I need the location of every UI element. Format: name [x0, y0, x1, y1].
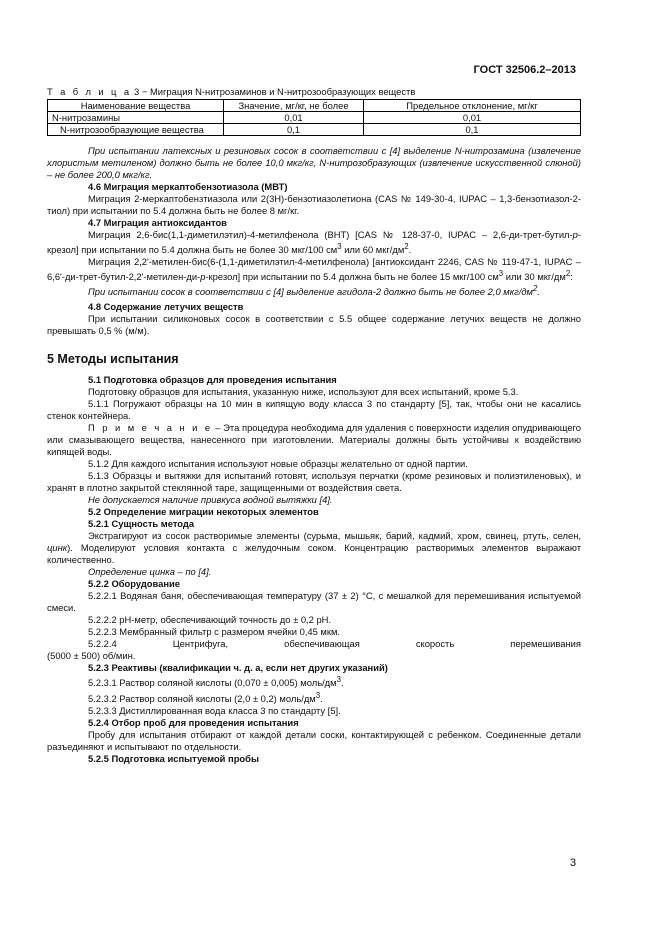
paragraph: Миграция 2,2'-метилен-бис(6-(1,1-диметилэтил-4-метилфенола) [антиоксидант 2246, CAS № 119-47-1, IUPAC – 6,6'-ди-трет-бутил-2,2'-метилен-ди-p-крезол] при испытании по 5.4 должна быть не более 15 мкг/100 $см^3$ или 30 мкг/$дм^2$: — [47, 256, 581, 283]
paragraph: Подготовку образцов для испытания, указанную ниже, используют для всех испытаний, кроме 5.3. — [88, 386, 519, 398]
table-cell: 0,01 — [224, 112, 364, 124]
note: П р и м е ч а н и е – Эта процедура необходима для удаления с поверхности изделия опудривающего или смазывающего вещества, нанесенного при изготовлении. Материалы должны быть устойчивы к воздействию кипящей воды. — [47, 422, 581, 458]
paragraph: При испытании сосок в соответствии с [4] выделение агидола-2 должно быть не более 2,0 мкг/$дм^2$. — [88, 284, 540, 298]
paragraph: Пробу для испытания отбирают от каждой детали соски, контактирующей с ребенком. Соединенные детали разъединяют и испытывают по отдельности. — [47, 728, 581, 752]
section-heading: 5.2 Определение миграции некоторых элементов — [88, 506, 319, 518]
paragraph: 5.2.2.2 pH-метр, обеспечивающий точность до ± 0,2 pH. — [88, 614, 332, 626]
paragraph: 5.2.3.1 Раствор соляной кислоты (0,070 ± 0,005) моль/$дм^3$. — [88, 675, 344, 689]
paragraph: 5.1.2 Для каждого испытания используют новые образцы желательно от одной партии. — [88, 458, 468, 470]
table-row — [48, 124, 581, 136]
document-body — [47, 86, 581, 765]
table-header-cell: Значение, мг/кг, не более — [224, 100, 364, 112]
chapter-heading: 5 Методы испытания — [47, 352, 179, 367]
paragraph: Определение цинка – по [4]. — [88, 566, 212, 578]
paragraph: 5.2.2.3 Мембранный фильтр с размером ячейки 0,45 мкм. — [88, 626, 341, 638]
table-cell: N-нитрозамины — [48, 112, 224, 124]
section-heading: 5.2.3 Реактивы (квалификации ч. д. а, если нет других указаний) — [88, 662, 388, 674]
page-number: 3 — [570, 857, 577, 869]
table-row — [48, 112, 581, 124]
paragraph: Миграция 2-меркаптобензтиазола или 2(3Н)-бензотиазолетиона (CAS № 149-30-4, IUPAC – 1,3-бензотиазол-2-тиол) при испытании по 5.4 должна быть не более 8 мг/кг. — [47, 193, 581, 216]
section-heading: 5.2.1 Сущность метода — [88, 518, 195, 530]
paragraph: 5.1.1 Погружают образцы на 10 мин в кипящую воду класса 3 по стандарту [5], так, чтобы они не касались стенок контейнера. — [47, 398, 581, 422]
section-heading: 5.2.2 Оборудование — [88, 578, 181, 590]
paragraph: 5.2.2.4 Центрифуга, обеспечивающая скорость перемешивания — [88, 638, 581, 650]
section-heading: 5.2.4 Отбор проб для проведения испытания — [88, 716, 299, 728]
table-caption: Т а б л и ц а 3 − Миграция N-нитрозаминов и N-нитрозообразующих веществ — [47, 86, 416, 97]
paragraph: При испытании латексных и резиновых сосок в соответствии с [4] выделение N-нитрозамина (извлечение хлористым метиленом) должно быть не более 10,0 мкг/кг, N-нитрозобразующих (извлечение искусственной слюной) – не более 200,0 мкг/кг. — [47, 145, 581, 180]
standard-number: ГОСТ 32506.2–2013 — [473, 64, 576, 76]
table-header-cell: Предельное отклонение, мг/кг — [364, 100, 581, 112]
section-heading: 5.2.5 Подготовка испытуемой пробы — [88, 752, 259, 764]
paragraph: Миграция 2,6-бис(1,1-диметилэтил)-4-метилфенола (ВНТ) [CAS № 128-37-0, IUPAC – 2,6-ди-трет-бутил-p-крезол] при испытании по 5.4 должна быть не более 30 мкг/100 $см^3$ или 60 мкг/$дм^2$. — [47, 229, 581, 256]
paragraph: 5.2.2.1 Водяная баня, обеспечивающая температуру (37 ± 2) °С, с мешалкой для перемешивания испытуемой смеси. — [47, 590, 581, 614]
section-heading: 4.8 Содержание летучих веществ — [88, 301, 244, 313]
paragraph: Экстрагируют из сосок растворимые элементы (сурьма, мышьяк, барий, кадмий, хром, свинец, ртуть, селен, цинк). Моделируют условия контакта с желудочным соком. Концентрацию растворимых элементов выражают количественно. — [47, 530, 581, 566]
paragraph: (5000 ± 500) об/мин. — [47, 650, 136, 662]
paragraph: 5.2.3.2 Раствор соляной кислоты (2,0 ± 0,2) моль/$дм^3$. — [88, 690, 323, 704]
section-heading: 4.6 Миграция меркаптобензотиазола (МВТ) — [88, 181, 288, 192]
table-cell: 0,01 — [364, 112, 581, 124]
table-header-row — [48, 100, 581, 112]
section-heading: 5.1 Подготовка образцов для проведения испытания — [88, 374, 337, 386]
table-cell: N-нитрозообразующие вещества — [48, 124, 224, 136]
paragraph: 5.2.3.3 Дистиллированная вода класса 3 по стандарту [5]. — [88, 704, 341, 716]
table-header-cell: Наименование вещества — [48, 100, 224, 112]
migration-table — [47, 99, 581, 136]
section-heading: 4.7 Миграция антиоксидантов — [88, 217, 227, 228]
paragraph: Не допускается наличие привкуса водной вытяжки [4]. — [88, 494, 333, 506]
paragraph: При испытании силиконовых сосок в соответствии с 5.5 общее содержание летучих веществ не должно превышать 0,5 % (м/м). — [47, 313, 581, 337]
table-cell: 0,1 — [224, 124, 364, 136]
table-cell: 0,1 — [364, 124, 581, 136]
paragraph: 5.1.3 Образцы и вытяжки для испытаний готовят, используя перчатки (кроме резиновых и полиэтиленовых), и хранят в плотно закрытой стеклянной таре, защищенными от воздействия света. — [47, 470, 581, 494]
